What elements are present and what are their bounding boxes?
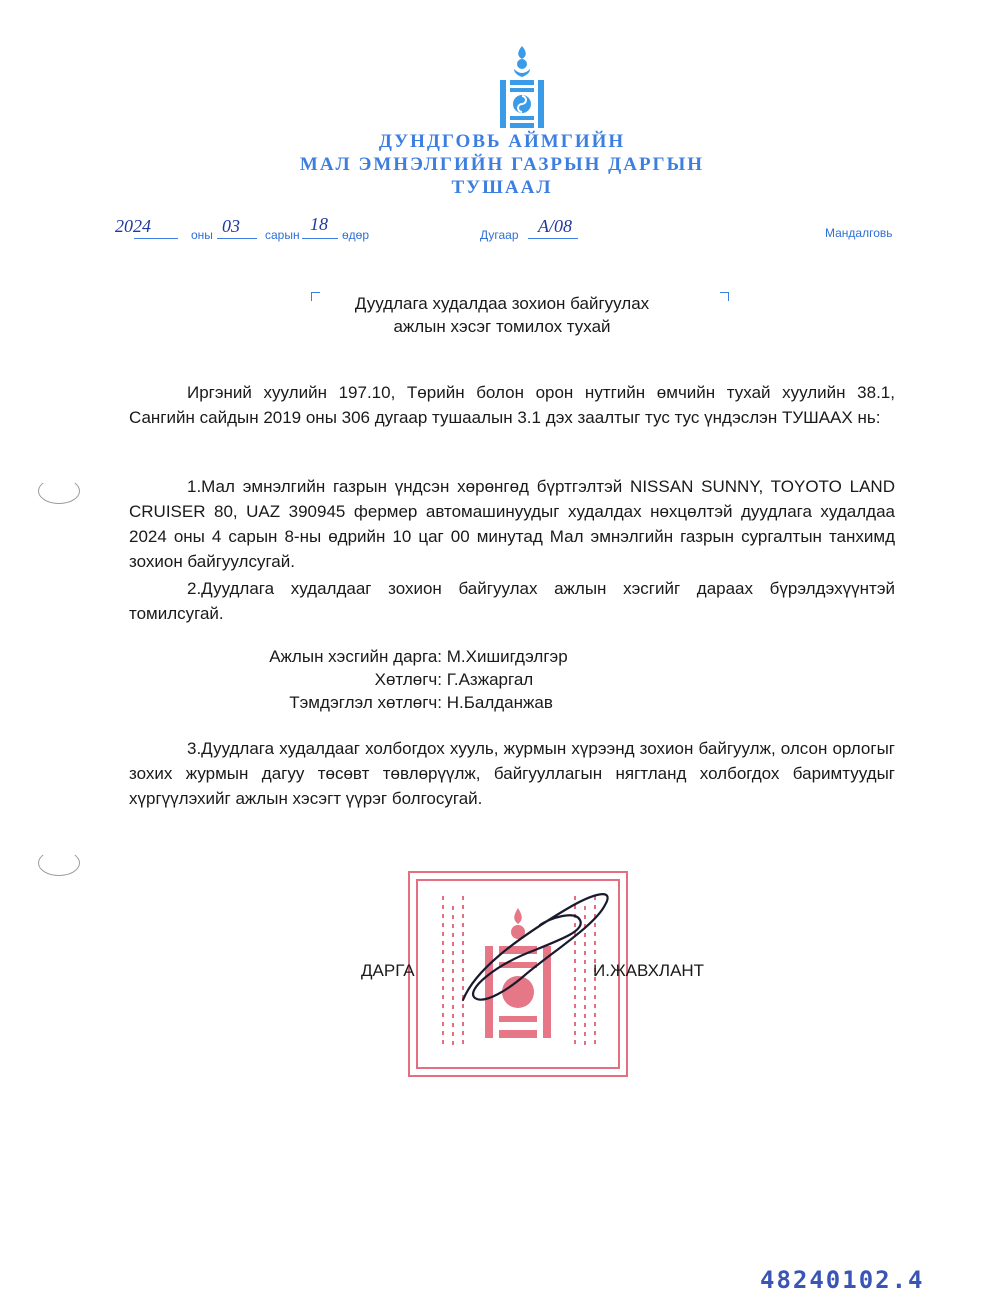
date-month-underline <box>217 238 257 239</box>
order-number-underline <box>528 238 578 239</box>
header-region: ДУНДГОВЬ АЙМГИЙН <box>378 131 626 152</box>
order-number-label: Дугаар <box>480 228 519 242</box>
member-role: Ажлын хэсгийн дарга: <box>269 647 442 666</box>
header-office: МАЛ ЭМНЭЛГИЙН ГАЗРЫН ДАРГЫН <box>299 154 705 175</box>
date-year-underline <box>134 238 178 239</box>
date-day-underline <box>302 238 338 239</box>
punch-hole <box>38 850 80 876</box>
member-role: Тэмдэглэл хөтлөгч: <box>289 693 442 712</box>
signer-title: ДАРГА <box>361 961 415 980</box>
member-role: Хөтлөгч: <box>374 670 442 689</box>
member-name: М.Хишигдэлгэр <box>446 647 568 666</box>
member-row <box>210 645 568 668</box>
date-month-value: 03 <box>222 216 240 236</box>
document-barcode-number: 48240102.4 <box>760 1266 925 1294</box>
body-item-1: 1.Мал эмнэлгийн газрын үндсэн хөрөнгөд бүртгэлтэй NISSAN SUNNY, TOYOTO LAND CRUISER 80, UAZ 390945 фермер автомашинуудыг худалдах нөхцөлтэй дуудлага худалдаа 2024 оны 4 сарын 8-ны өдрийн 10 цаг 00 минутад Мал эмнэлгийн газрын сургалтын танхимд зохион байгуулсугай. <box>129 477 895 571</box>
signer-name: И.ЖАВХЛАНТ <box>593 961 705 980</box>
subject-line-1: Дуудлага худалдаа зохион байгуулах <box>354 294 650 313</box>
body-item-2: 2.Дуудлага худалдааг зохион байгуулах ажлын хэсгийг дараах бүрэлдэхүүнтэй томилсугай. <box>129 579 895 623</box>
body-intro: Иргэний хуулийн 197.10, Төрийн болон орон нутгийн өмчийн тухай хуулийн 38.1, Сангийн сайдын 2019 оны 306 дугаар тушаалын 3.1 дэх заалтыг тус тус үндэслэн ТУШААХ нь: <box>129 383 895 427</box>
member-row <box>210 691 553 714</box>
subject-line-2: ажлын хэсэг томилох тухай <box>393 317 611 336</box>
date-month-label: сарын <box>265 228 300 242</box>
order-number-value: A/08 <box>538 216 572 236</box>
date-year-value: 2024 <box>115 216 151 236</box>
date-day-value: 18 <box>310 214 328 234</box>
header-doc-type: ТУШААЛ <box>451 177 553 198</box>
punch-hole <box>38 478 80 504</box>
date-year-label: оны <box>191 228 213 242</box>
member-row <box>210 668 533 691</box>
member-name: Г.Азжаргал <box>446 670 534 689</box>
member-name: Н.Балданжав <box>446 693 553 712</box>
date-day-label: өдөр <box>342 228 370 242</box>
body-item-3: 3.Дуудлага худалдааг холбогдох хууль, журмын хүрээнд зохион байгуулж, олсон орлогыг зохих журмын дагуу төсөвт төвлөрүүлж, байгууллагын нягтланд холбогдох баримтуудыг хүргүүлэхийг ажлын хэсэгт үүрэг болгосугай. <box>129 739 895 808</box>
issue-place: Мандалговь <box>825 226 893 240</box>
state-emblem-icon <box>497 44 547 130</box>
handwritten-signature <box>455 880 625 1010</box>
